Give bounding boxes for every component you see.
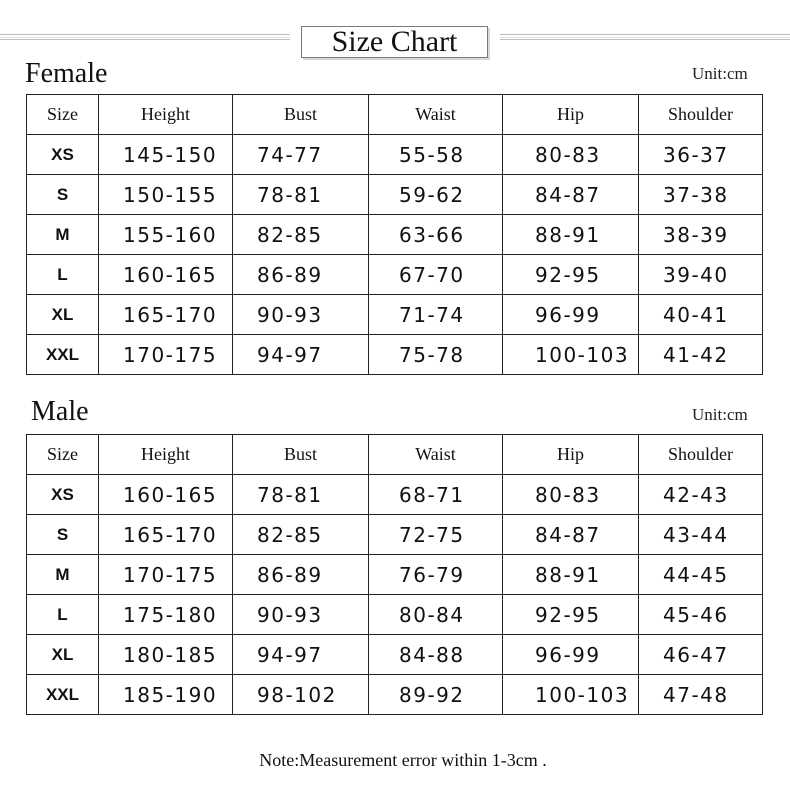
cell-shoulder: 45-46 bbox=[639, 595, 763, 635]
cell-hip: 80-83 bbox=[503, 475, 639, 515]
cell-hip: 84-87 bbox=[503, 175, 639, 215]
cell-waist: 75-78 bbox=[369, 335, 503, 375]
cell-size: S bbox=[27, 175, 99, 215]
cell-size: XS bbox=[27, 475, 99, 515]
title-bar bbox=[0, 24, 790, 60]
table-row bbox=[27, 475, 763, 515]
title-decoration-left bbox=[0, 34, 290, 40]
female-table-body bbox=[27, 135, 763, 375]
cell-shoulder: 44-45 bbox=[639, 555, 763, 595]
table-row bbox=[27, 335, 763, 375]
column-header-height: Height bbox=[99, 435, 233, 475]
table-row bbox=[27, 135, 763, 175]
cell-size: L bbox=[27, 255, 99, 295]
table-row bbox=[27, 555, 763, 595]
column-header-shoulder: Shoulder bbox=[639, 95, 763, 135]
cell-shoulder: 41-42 bbox=[639, 335, 763, 375]
cell-bust: 86-89 bbox=[233, 255, 369, 295]
table-row bbox=[27, 635, 763, 675]
cell-height: 170-175 bbox=[99, 335, 233, 375]
cell-shoulder: 38-39 bbox=[639, 215, 763, 255]
cell-bust: 98-102 bbox=[233, 675, 369, 715]
cell-bust: 90-93 bbox=[233, 295, 369, 335]
cell-bust: 78-81 bbox=[233, 175, 369, 215]
cell-waist: 59-62 bbox=[369, 175, 503, 215]
cell-bust: 86-89 bbox=[233, 555, 369, 595]
cell-height: 175-180 bbox=[99, 595, 233, 635]
cell-height: 160-165 bbox=[99, 255, 233, 295]
column-header-height: Height bbox=[99, 95, 233, 135]
cell-shoulder: 43-44 bbox=[639, 515, 763, 555]
cell-size: M bbox=[27, 555, 99, 595]
table-row bbox=[27, 295, 763, 335]
cell-size: XL bbox=[27, 635, 99, 675]
male-header-row bbox=[27, 435, 763, 475]
cell-waist: 80-84 bbox=[369, 595, 503, 635]
cell-hip: 80-83 bbox=[503, 135, 639, 175]
cell-shoulder: 39-40 bbox=[639, 255, 763, 295]
male-table-body bbox=[27, 475, 763, 715]
measurement-note: Note:Measurement error within 1-3cm . bbox=[259, 750, 547, 770]
cell-size: XXL bbox=[27, 675, 99, 715]
cell-size: L bbox=[27, 595, 99, 635]
cell-waist: 72-75 bbox=[369, 515, 503, 555]
cell-height: 185-190 bbox=[99, 675, 233, 715]
cell-hip: 88-91 bbox=[503, 555, 639, 595]
cell-hip: 88-91 bbox=[503, 215, 639, 255]
cell-waist: 67-70 bbox=[369, 255, 503, 295]
cell-size: M bbox=[27, 215, 99, 255]
cell-waist: 55-58 bbox=[369, 135, 503, 175]
cell-shoulder: 36-37 bbox=[639, 135, 763, 175]
female-size-table bbox=[26, 94, 763, 375]
table-row bbox=[27, 175, 763, 215]
column-header-size: Size bbox=[27, 95, 99, 135]
column-header-waist: Waist bbox=[369, 95, 503, 135]
cell-size: XL bbox=[27, 295, 99, 335]
cell-height: 180-185 bbox=[99, 635, 233, 675]
cell-shoulder: 40-41 bbox=[639, 295, 763, 335]
cell-bust: 74-77 bbox=[233, 135, 369, 175]
cell-height: 155-160 bbox=[99, 215, 233, 255]
cell-hip: 92-95 bbox=[503, 595, 639, 635]
cell-hip: 92-95 bbox=[503, 255, 639, 295]
female-section-label: Female bbox=[25, 58, 108, 89]
cell-waist: 84-88 bbox=[369, 635, 503, 675]
cell-height: 160-165 bbox=[99, 475, 233, 515]
cell-bust: 82-85 bbox=[233, 515, 369, 555]
column-header-waist: Waist bbox=[369, 435, 503, 475]
cell-height: 170-175 bbox=[99, 555, 233, 595]
table-row bbox=[27, 255, 763, 295]
cell-waist: 71-74 bbox=[369, 295, 503, 335]
cell-height: 165-170 bbox=[99, 295, 233, 335]
cell-hip: 100-103 bbox=[503, 335, 639, 375]
cell-size: S bbox=[27, 515, 99, 555]
male-unit-label: Unit:cm bbox=[692, 405, 748, 424]
cell-hip: 100-103 bbox=[503, 675, 639, 715]
column-header-hip: Hip bbox=[503, 95, 639, 135]
table-row bbox=[27, 515, 763, 555]
male-section-label: Male bbox=[31, 396, 89, 427]
male-size-table bbox=[26, 434, 763, 715]
cell-hip: 96-99 bbox=[503, 635, 639, 675]
cell-shoulder: 46-47 bbox=[639, 635, 763, 675]
cell-bust: 94-97 bbox=[233, 335, 369, 375]
cell-bust: 82-85 bbox=[233, 215, 369, 255]
cell-size: XS bbox=[27, 135, 99, 175]
column-header-bust: Bust bbox=[233, 435, 369, 475]
cell-shoulder: 42-43 bbox=[639, 475, 763, 515]
title-decoration-right bbox=[500, 34, 790, 40]
cell-bust: 90-93 bbox=[233, 595, 369, 635]
cell-shoulder: 47-48 bbox=[639, 675, 763, 715]
table-row bbox=[27, 595, 763, 635]
cell-waist: 76-79 bbox=[369, 555, 503, 595]
cell-height: 165-170 bbox=[99, 515, 233, 555]
female-header-row bbox=[27, 95, 763, 135]
cell-size: XXL bbox=[27, 335, 99, 375]
cell-bust: 94-97 bbox=[233, 635, 369, 675]
table-row bbox=[27, 675, 763, 715]
column-header-shoulder: Shoulder bbox=[639, 435, 763, 475]
column-header-bust: Bust bbox=[233, 95, 369, 135]
column-header-hip: Hip bbox=[503, 435, 639, 475]
cell-hip: 84-87 bbox=[503, 515, 639, 555]
cell-waist: 63-66 bbox=[369, 215, 503, 255]
table-row bbox=[27, 215, 763, 255]
cell-shoulder: 37-38 bbox=[639, 175, 763, 215]
cell-waist: 68-71 bbox=[369, 475, 503, 515]
column-header-size: Size bbox=[27, 435, 99, 475]
cell-waist: 89-92 bbox=[369, 675, 503, 715]
page-title: Size Chart bbox=[301, 26, 488, 58]
cell-height: 145-150 bbox=[99, 135, 233, 175]
cell-hip: 96-99 bbox=[503, 295, 639, 335]
cell-bust: 78-81 bbox=[233, 475, 369, 515]
female-unit-label: Unit:cm bbox=[692, 64, 748, 83]
cell-height: 150-155 bbox=[99, 175, 233, 215]
